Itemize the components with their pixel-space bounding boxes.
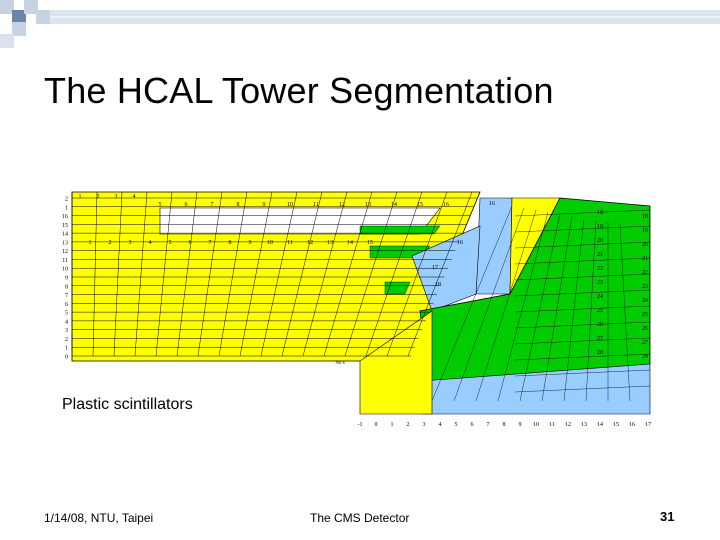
second-tower-label: 14 [391, 202, 397, 208]
second-tower-label: 13 [365, 202, 371, 208]
bottom-axis-label: 2 [406, 422, 410, 428]
green-region-label: 27 [642, 340, 648, 346]
middle-tower-label: 10 [267, 240, 273, 246]
bottom-axis-label: 16 [629, 422, 635, 428]
green-region-label: 21 [597, 252, 603, 258]
layer-label: 3 [65, 328, 68, 335]
layer-label: 8 [65, 284, 68, 291]
bottom-axis-label: 4 [438, 422, 442, 428]
layer-label: 13 [62, 240, 68, 247]
middle-tower-label: 13 [327, 240, 333, 246]
second-tower-label: 5 [158, 202, 162, 208]
green-region-label: 19 [642, 228, 648, 234]
second-tower-label: 8 [236, 202, 240, 208]
green-region-label: 23 [597, 280, 603, 286]
layer-label: 7 [65, 293, 68, 300]
slide-title: The HCAL Tower Segmentation [44, 70, 554, 111]
middle-tower-label: 1 [88, 240, 92, 246]
blue-region-label: 16 [457, 240, 463, 246]
green-region-label: 25 [597, 308, 603, 314]
second-tower-label: 15 [417, 202, 423, 208]
bottom-axis-label: 0 [374, 422, 378, 428]
green-region-label: 28 [597, 350, 603, 356]
blue-region-upper [476, 198, 512, 294]
blue-region-label: 18 [435, 282, 441, 288]
middle-tower-label: 4 [148, 240, 152, 246]
bottom-axis-label: 7 [486, 422, 490, 428]
middle-tower-label: 7 [208, 240, 212, 246]
layer-label: 1 [65, 345, 68, 352]
green-region-label: 26 [597, 322, 603, 328]
footer-presentation-title: The CMS Detector [310, 511, 410, 525]
bottom-axis-label: 9 [518, 422, 522, 428]
layer-label: 4 [65, 319, 68, 326]
layer-label: 2 [65, 336, 68, 343]
no-s-label: No s [335, 361, 345, 366]
middle-tower-label: 9 [248, 240, 252, 246]
green-region-label: 20 [597, 238, 603, 244]
middle-tower-label: 15 [367, 240, 373, 246]
bottom-axis-label: 17 [645, 422, 651, 428]
bottom-axis-label: 6 [470, 422, 474, 428]
green-region-label: 22 [642, 270, 648, 276]
middle-tower-label: 14 [347, 240, 353, 246]
top-tower-label: 3 [114, 194, 118, 200]
layer-label: 0 [65, 354, 68, 361]
layer-label: 10 [62, 266, 68, 273]
middle-tower-label: 8 [228, 240, 232, 246]
bottom-axis-label: 13 [581, 422, 587, 428]
green-region-label: 24 [642, 298, 648, 304]
green-region-label: 20 [642, 242, 648, 248]
middle-tower-label: 12 [307, 240, 313, 246]
green-region-label: 26 [642, 326, 648, 332]
layer-label: 6 [65, 301, 68, 308]
layer-label: 5 [65, 310, 68, 317]
middle-tower-label: 6 [188, 240, 192, 246]
middle-tower-label: 5 [168, 240, 172, 246]
layer-label: 12 [62, 249, 68, 256]
layer-label: 15 [62, 222, 68, 229]
top-tower-label: 2 [96, 194, 100, 200]
bottom-axis-label: -1 [357, 422, 363, 428]
bottom-axis-label: 5 [454, 422, 458, 428]
second-tower-label: 12 [339, 202, 345, 208]
layer-label: 9 [65, 275, 68, 282]
second-tower-label: 9 [262, 202, 266, 208]
bottom-axis-label: 3 [422, 422, 426, 428]
bottom-axis-label: 10 [533, 422, 539, 428]
middle-tower-label: 11 [287, 240, 293, 246]
bottom-axis-label: 1 [390, 422, 394, 428]
top-tower-label: 4 [132, 194, 136, 200]
green-region-label: 22 [597, 266, 603, 272]
green-region-label: 18 [642, 214, 648, 220]
green-region-label: 25 [642, 312, 648, 318]
green-strip-1 [360, 226, 440, 234]
layer-label: 14 [62, 231, 68, 238]
green-region-label: 19 [597, 224, 603, 230]
layer-label: 2 [65, 196, 68, 203]
green-region-label: 28 [642, 354, 648, 360]
blue-region-label: 16 [489, 201, 495, 207]
page-number: 31 [660, 509, 675, 524]
layer-label: 1 [65, 205, 68, 212]
second-tower-label: 6 [184, 202, 188, 208]
second-tower-label: 7 [210, 202, 214, 208]
middle-tower-label: 2 [108, 240, 112, 246]
second-tower-label: 16 [443, 202, 449, 208]
top-tower-label: 1 [78, 194, 82, 200]
layer-label: 16 [62, 214, 68, 221]
footer-date-location: 1/14/08, NTU, Taipei [44, 511, 154, 525]
bottom-axis-label: 14 [597, 422, 603, 428]
green-region-label: 24 [597, 294, 603, 300]
middle-tower-label: 3 [128, 240, 132, 246]
bottom-axis-label: 12 [565, 422, 571, 428]
green-region-label: 23 [642, 284, 648, 290]
blue-region-label: 17 [432, 265, 438, 271]
bottom-axis-label: 8 [502, 422, 506, 428]
bottom-axis-label: 11 [549, 422, 555, 428]
slide-decoration [0, 0, 720, 60]
figure-caption: Plastic scintillators [62, 396, 193, 413]
green-region-label: 27 [597, 336, 603, 342]
second-tower-label: 11 [313, 202, 319, 208]
bottom-axis-label: 15 [613, 422, 619, 428]
second-tower-label: 10 [287, 202, 293, 208]
green-region-label: 21 [642, 256, 648, 262]
green-region-label: 18 [597, 210, 603, 216]
layer-label: 11 [62, 257, 68, 264]
